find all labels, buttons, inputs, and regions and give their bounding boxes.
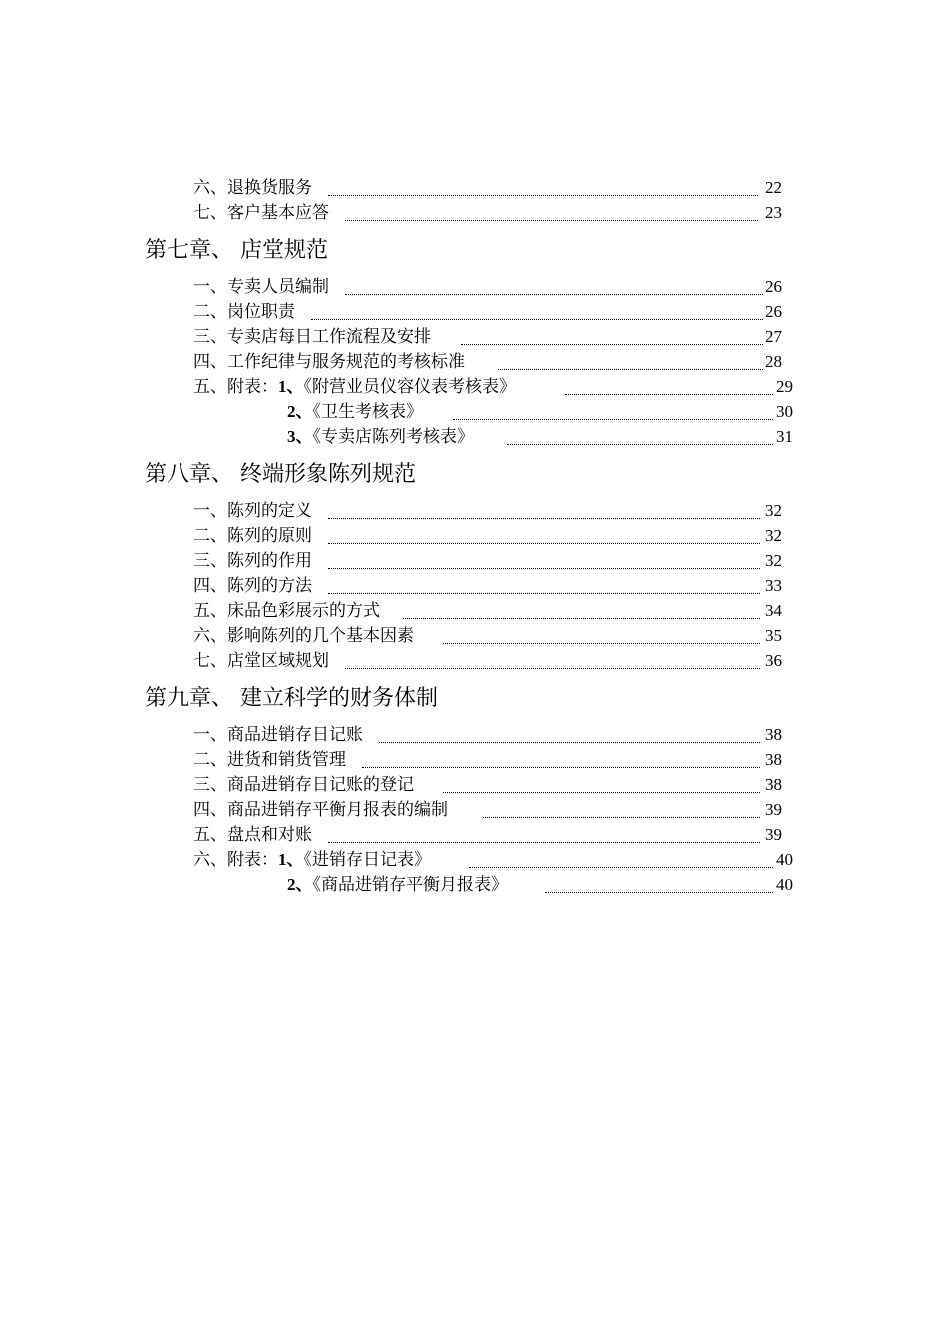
toc-page-number: 29	[776, 377, 793, 396]
toc-leader	[362, 767, 760, 768]
appendix-item-number: 2、	[287, 402, 313, 421]
toc-leader	[345, 668, 760, 669]
appendix-item-number: 1、	[278, 377, 304, 396]
toc-entry-label: 四、商品进销存平衡月报表的编制	[193, 800, 448, 820]
toc-entry-label: 五、盘点和对账	[193, 825, 312, 845]
toc-entry[interactable]	[193, 625, 793, 647]
toc-entry-label: 二、岗位职责	[193, 302, 295, 322]
toc-leader	[311, 319, 763, 320]
toc-entry[interactable]	[193, 774, 793, 796]
toc-leader	[345, 220, 758, 221]
toc-entry[interactable]	[193, 824, 793, 846]
toc-leader	[498, 369, 763, 370]
toc-entry[interactable]	[193, 575, 793, 597]
toc-page-number: 38	[765, 725, 782, 744]
appendix-item-label: 《商品进销存平衡月报表》	[312, 875, 508, 895]
toc-leader	[328, 543, 760, 544]
toc-leader	[443, 792, 760, 793]
toc-page-number: 32	[765, 526, 782, 545]
appendix-prefix: 六、附表：	[193, 850, 278, 870]
toc-page-number: 26	[765, 302, 782, 321]
toc-page-number: 40	[776, 850, 793, 869]
toc-page-number: 40	[776, 875, 793, 894]
toc-appendix-entry[interactable]	[287, 426, 807, 448]
toc-entry[interactable]	[193, 276, 793, 298]
toc-entry[interactable]	[193, 326, 793, 348]
toc-leader	[483, 817, 760, 818]
toc-leader	[328, 568, 760, 569]
toc-leader	[345, 294, 763, 295]
toc-page-number: 35	[765, 626, 782, 645]
toc-leader	[461, 344, 763, 345]
toc-entry[interactable]	[193, 550, 793, 572]
toc-page-number: 38	[765, 775, 782, 794]
toc-entry-label: 四、工作纪律与服务规范的考核标准	[193, 352, 465, 372]
toc-leader	[328, 842, 760, 843]
toc-entry-label: 二、陈列的原则	[193, 526, 312, 546]
toc-page-number: 28	[765, 352, 782, 371]
toc-leader	[328, 518, 760, 519]
toc-leader	[443, 643, 760, 644]
toc-entry-label: 一、陈列的定义	[193, 501, 312, 521]
toc-appendix-entry[interactable]	[193, 376, 803, 398]
appendix-item-label: 《卫生考核表》	[312, 402, 423, 422]
toc-entry-label: 七、店堂区域规划	[193, 651, 329, 671]
appendix-prefix: 五、附表：	[193, 377, 278, 397]
toc-entry-label: 五、床品色彩展示的方式	[193, 601, 380, 621]
toc-entry-label: 三、专卖店每日工作流程及安排	[193, 327, 431, 347]
chapter-heading[interactable]: 第七章、 店堂规范	[145, 238, 328, 263]
chapter-heading[interactable]: 第八章、 终端形象陈列规范	[145, 462, 416, 487]
toc-entry[interactable]	[193, 177, 793, 199]
toc-entry[interactable]	[193, 749, 793, 771]
toc-leader	[328, 195, 758, 196]
toc-entry-label: 七、客户基本应答	[193, 203, 329, 223]
toc-page-number: 30	[776, 402, 793, 421]
toc-page-number: 32	[765, 501, 782, 520]
toc-page-number: 38	[765, 750, 782, 769]
toc-entry[interactable]	[193, 650, 793, 672]
toc-leader	[469, 867, 773, 868]
toc-leader	[403, 618, 760, 619]
toc-entry[interactable]	[193, 600, 793, 622]
toc-page-number: 23	[765, 203, 782, 222]
toc-leader	[328, 593, 760, 594]
toc-leader	[565, 394, 773, 395]
toc-entry[interactable]	[193, 351, 793, 373]
toc-appendix-entry[interactable]	[287, 401, 807, 423]
toc-entry-label: 六、影响陈列的几个基本因素	[193, 626, 414, 646]
toc-entry[interactable]	[193, 301, 793, 323]
toc-entry[interactable]	[193, 724, 793, 746]
toc-page-number: 22	[765, 178, 782, 197]
toc-entry-label: 三、陈列的作用	[193, 551, 312, 571]
toc-page-number: 32	[765, 551, 782, 570]
appendix-item-label: 《附营业员仪容仪表考核表》	[303, 377, 516, 397]
toc-entry[interactable]	[193, 525, 793, 547]
toc-entry-label: 二、进货和销货管理	[193, 750, 346, 770]
toc-entry-label: 三、商品进销存日记账的登记	[193, 775, 414, 795]
appendix-item-number: 1、	[278, 850, 304, 869]
toc-page-number: 31	[776, 427, 793, 446]
toc-leader	[507, 444, 773, 445]
toc-page-number: 27	[765, 327, 782, 346]
toc-page-number: 39	[765, 800, 782, 819]
appendix-item-label: 《专卖店陈列考核表》	[312, 427, 474, 447]
toc-appendix-entry[interactable]	[287, 874, 807, 896]
toc-page-number: 33	[765, 576, 782, 595]
appendix-item-label: 《进销存日记表》	[303, 850, 431, 870]
toc-entry[interactable]	[193, 202, 793, 224]
appendix-item-number: 2、	[287, 875, 313, 894]
toc-entry-label: 一、商品进销存日记账	[193, 725, 363, 745]
toc-appendix-entry[interactable]	[193, 849, 803, 871]
toc-page-number: 39	[765, 825, 782, 844]
toc-entry-label: 四、陈列的方法	[193, 576, 312, 596]
toc-entry[interactable]	[193, 500, 793, 522]
toc-entry-label: 一、专卖人员编制	[193, 277, 329, 297]
appendix-item-number: 3、	[287, 427, 313, 446]
toc-leader	[453, 419, 773, 420]
toc-page-number: 34	[765, 601, 782, 620]
toc-leader	[545, 892, 773, 893]
chapter-heading[interactable]: 第九章、 建立科学的财务体制	[145, 686, 438, 711]
toc-entry-label: 六、退换货服务	[193, 178, 312, 198]
toc-leader	[379, 742, 760, 743]
toc-entry[interactable]	[193, 799, 793, 821]
toc-page-number: 36	[765, 651, 782, 670]
toc-page-number: 26	[765, 277, 782, 296]
